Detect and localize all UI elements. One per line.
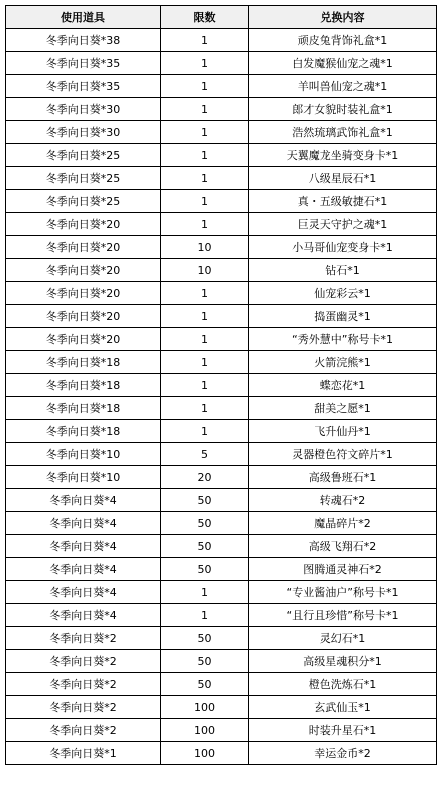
cell-item: 冬季向日葵*2 [6,627,161,650]
table-row [6,328,437,351]
cell-reward: 白发魔猴仙宠之魂*1 [249,52,437,75]
cell-reward: 图腾通灵神石*2 [249,558,437,581]
cell-reward: 高级星魂积分*1 [249,650,437,673]
table-row [6,144,437,167]
cell-item: 冬季向日葵*38 [6,29,161,52]
table-row [6,581,437,604]
cell-reward: 巨灵天守护之魂*1 [249,213,437,236]
cell-reward: “且行且珍惜”称号卡*1 [249,604,437,627]
table-row [6,98,437,121]
cell-limit: 1 [161,98,249,121]
cell-reward: 顽皮兔背饰礼盒*1 [249,29,437,52]
cell-item: 冬季向日葵*18 [6,351,161,374]
table-row [6,305,437,328]
cell-reward: 浩然琉璃武饰礼盒*1 [249,121,437,144]
cell-reward: 飞升仙丹*1 [249,420,437,443]
cell-limit: 1 [161,121,249,144]
header-item: 使用道具 [6,6,161,29]
cell-limit: 10 [161,236,249,259]
cell-limit: 50 [161,512,249,535]
table-row [6,696,437,719]
cell-limit: 1 [161,29,249,52]
header-reward: 兑换内容 [249,6,437,29]
cell-item: 冬季向日葵*2 [6,696,161,719]
cell-limit: 100 [161,696,249,719]
table-row [6,282,437,305]
cell-item: 冬季向日葵*18 [6,420,161,443]
table-row [6,673,437,696]
table-body [6,29,437,765]
table-row [6,650,437,673]
table-row [6,29,437,52]
cell-item: 冬季向日葵*20 [6,236,161,259]
table-row [6,190,437,213]
cell-reward: 天翼魔龙坐骑变身卡*1 [249,144,437,167]
cell-item: 冬季向日葵*18 [6,374,161,397]
cell-item: 冬季向日葵*4 [6,558,161,581]
cell-limit: 50 [161,673,249,696]
table-row [6,512,437,535]
cell-reward: 真・五级敏捷石*1 [249,190,437,213]
cell-reward: 火箭浣熊*1 [249,351,437,374]
table-row [6,351,437,374]
exchange-table [5,5,437,765]
cell-limit: 1 [161,75,249,98]
cell-item: 冬季向日葵*10 [6,466,161,489]
cell-item: 冬季向日葵*35 [6,52,161,75]
cell-reward: 捣蛋幽灵*1 [249,305,437,328]
table-row [6,443,437,466]
cell-limit: 1 [161,374,249,397]
cell-item: 冬季向日葵*18 [6,397,161,420]
cell-reward: 时装升星石*1 [249,719,437,742]
cell-item: 冬季向日葵*30 [6,98,161,121]
table-row [6,604,437,627]
header-limit: 限数 [161,6,249,29]
cell-reward: “专业酱油户”称号卡*1 [249,581,437,604]
exchange-table-container [5,5,436,765]
table-row [6,742,437,765]
cell-limit: 50 [161,489,249,512]
table-row [6,627,437,650]
table-row [6,466,437,489]
cell-item: 冬季向日葵*2 [6,673,161,696]
cell-reward: 蝶恋花*1 [249,374,437,397]
cell-reward: 郎才女貌时装礼盒*1 [249,98,437,121]
cell-item: 冬季向日葵*2 [6,650,161,673]
cell-limit: 100 [161,719,249,742]
table-row [6,75,437,98]
table-row [6,420,437,443]
cell-limit: 1 [161,144,249,167]
cell-item: 冬季向日葵*20 [6,328,161,351]
cell-reward: “秀外慧中”称号卡*1 [249,328,437,351]
cell-reward: 幸运金币*2 [249,742,437,765]
cell-item: 冬季向日葵*20 [6,213,161,236]
cell-reward: 甜美之愿*1 [249,397,437,420]
table-row [6,167,437,190]
cell-limit: 50 [161,627,249,650]
cell-item: 冬季向日葵*35 [6,75,161,98]
cell-limit: 20 [161,466,249,489]
cell-limit: 1 [161,282,249,305]
table-row [6,374,437,397]
cell-reward: 八级星辰石*1 [249,167,437,190]
cell-limit: 1 [161,305,249,328]
cell-item: 冬季向日葵*4 [6,489,161,512]
cell-item: 冬季向日葵*10 [6,443,161,466]
cell-limit: 1 [161,581,249,604]
cell-limit: 1 [161,351,249,374]
cell-reward: 高级飞翔石*2 [249,535,437,558]
cell-item: 冬季向日葵*4 [6,535,161,558]
table-row [6,719,437,742]
table-row [6,52,437,75]
cell-item: 冬季向日葵*25 [6,167,161,190]
cell-reward: 灵幻石*1 [249,627,437,650]
cell-item: 冬季向日葵*20 [6,305,161,328]
cell-item: 冬季向日葵*4 [6,604,161,627]
cell-limit: 50 [161,650,249,673]
cell-limit: 50 [161,535,249,558]
table-row [6,213,437,236]
cell-item: 冬季向日葵*4 [6,512,161,535]
cell-reward: 羊叫兽仙宠之魂*1 [249,75,437,98]
cell-reward: 高级鲁班石*1 [249,466,437,489]
cell-reward: 小马哥仙宠变身卡*1 [249,236,437,259]
cell-item: 冬季向日葵*20 [6,259,161,282]
cell-reward: 钻石*1 [249,259,437,282]
cell-reward: 转魂石*2 [249,489,437,512]
cell-item: 冬季向日葵*2 [6,719,161,742]
cell-reward: 魔晶碎片*2 [249,512,437,535]
cell-item: 冬季向日葵*1 [6,742,161,765]
cell-reward: 仙宠彩云*1 [249,282,437,305]
cell-item: 冬季向日葵*25 [6,190,161,213]
table-row [6,558,437,581]
cell-item: 冬季向日葵*25 [6,144,161,167]
cell-reward: 灵器橙色符文碎片*1 [249,443,437,466]
cell-limit: 5 [161,443,249,466]
table-row [6,121,437,144]
cell-limit: 10 [161,259,249,282]
cell-limit: 1 [161,167,249,190]
table-row [6,259,437,282]
cell-item: 冬季向日葵*20 [6,282,161,305]
cell-item: 冬季向日葵*4 [6,581,161,604]
cell-limit: 1 [161,52,249,75]
cell-limit: 1 [161,604,249,627]
cell-limit: 1 [161,328,249,351]
table-row [6,236,437,259]
cell-limit: 1 [161,190,249,213]
cell-limit: 1 [161,397,249,420]
table-row [6,535,437,558]
cell-limit: 1 [161,213,249,236]
table-row [6,397,437,420]
cell-limit: 100 [161,742,249,765]
cell-limit: 1 [161,420,249,443]
table-row [6,489,437,512]
table-header-row [6,6,437,29]
cell-reward: 玄武仙玉*1 [249,696,437,719]
cell-item: 冬季向日葵*30 [6,121,161,144]
cell-reward: 橙色洗炼石*1 [249,673,437,696]
cell-limit: 50 [161,558,249,581]
